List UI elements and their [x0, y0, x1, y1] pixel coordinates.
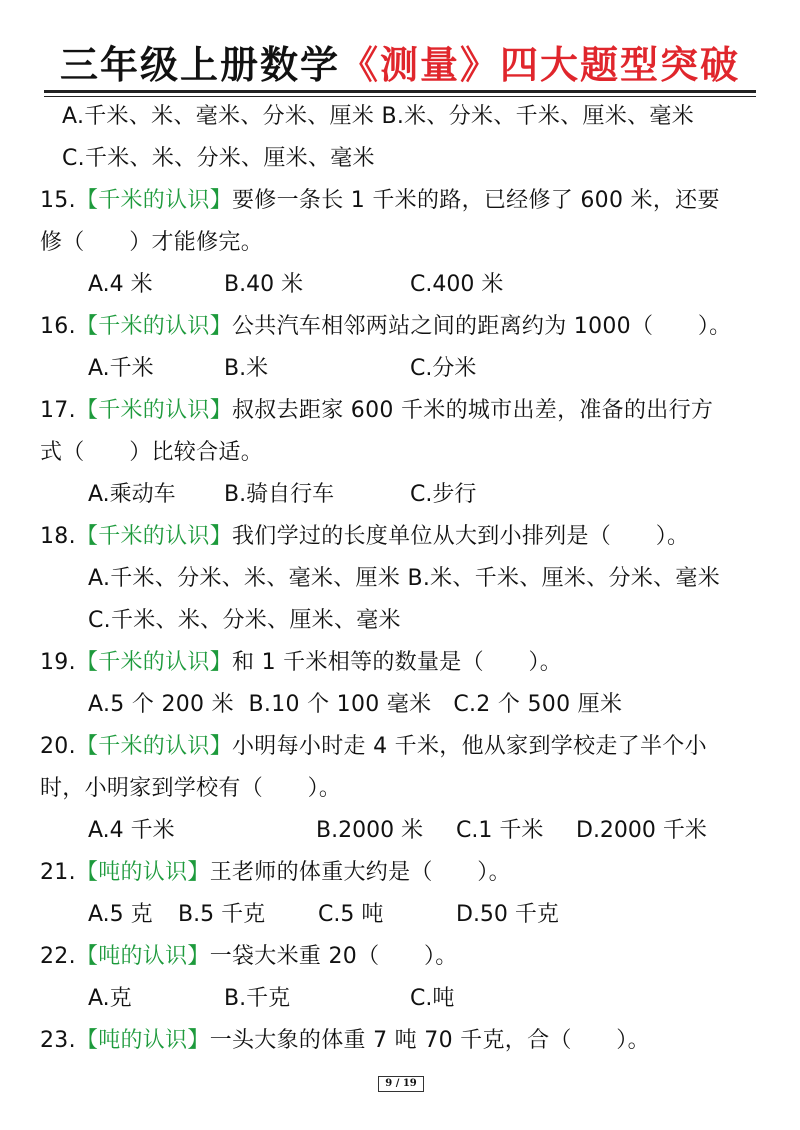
question-number: 17.	[40, 398, 76, 423]
title-main: 三年级上册数学	[59, 43, 340, 87]
option-d: D.50 千克	[456, 902, 559, 927]
topic-tag: 【千米的认识】	[75, 398, 232, 423]
question-text: 我们学过的长度单位从大到小排列是（ ）。	[232, 524, 690, 549]
topic-tag: 【千米的认识】	[75, 188, 232, 213]
title-underline-thin	[44, 96, 756, 97]
question-text: 王老师的体重大约是（ ）。	[209, 860, 511, 885]
question-18	[40, 522, 689, 552]
option-b: B.千克	[224, 986, 291, 1011]
question-text: 一袋大米重 20（ ）。	[209, 944, 458, 969]
option-b: B.2000 米	[316, 818, 424, 843]
question-text-cont: 时，小明家到学校有（ ）。	[40, 776, 342, 801]
question-text: 小明每小时走 4 千米，他从家到学校走了半个小	[232, 734, 707, 759]
question-17	[40, 396, 713, 426]
question-text: 一头大象的体重 7 吨 70 千克，合（ ）。	[209, 1028, 650, 1053]
question-number: 18.	[40, 524, 76, 549]
question-text-cont: 式（ ）比较合适。	[40, 440, 264, 465]
question-number: 23.	[40, 1028, 76, 1053]
question-text: 公共汽车相邻两站之间的距离约为 1000（ ）。	[232, 314, 732, 339]
option-b: B.5 千克	[178, 902, 266, 927]
option-line: A.千米、分米、米、毫米、厘米 B.米、千米、厘米、分米、毫米	[88, 566, 721, 591]
option-a: A.4 米	[88, 272, 153, 297]
question-text: 和 1 千米相等的数量是（ ）。	[232, 650, 563, 675]
option-a: A.克	[88, 986, 132, 1011]
option-line: C.千米、米、分米、厘米、毫米	[88, 608, 401, 633]
topic-tag: 【千米的认识】	[75, 314, 232, 339]
question-number: 19.	[40, 650, 76, 675]
option-a: A.4 千米	[88, 818, 175, 843]
question-number: 16.	[40, 314, 76, 339]
question-23	[40, 1026, 650, 1056]
option-c: C.步行	[410, 482, 477, 507]
option-c: C.吨	[410, 986, 455, 1011]
option-a: A.5 克	[88, 902, 153, 927]
question-number: 15.	[40, 188, 76, 213]
question-text: 要修一条长 1 千米的路，已经修了 600 米，还要	[232, 188, 720, 213]
topic-tag: 【吨的认识】	[75, 860, 210, 885]
option-c: C.1 千米	[456, 818, 544, 843]
option-a: A.千米	[88, 356, 154, 381]
option-c: C.分米	[410, 356, 477, 381]
option-a: A.乘动车	[88, 482, 176, 507]
question-text: 叔叔去距家 600 千米的城市出差，准备的出行方	[232, 398, 714, 423]
option-b: B.40 米	[224, 272, 304, 297]
option-d: D.2000 千米	[576, 818, 707, 843]
question-20	[40, 732, 707, 762]
continuation-option-line: C.千米、米、分米、厘米、毫米	[62, 146, 375, 171]
page-title	[0, 40, 800, 90]
option-b: B.骑自行车	[224, 482, 335, 507]
question-text-cont: 修（ ）才能修完。	[40, 230, 264, 255]
question-number: 21.	[40, 860, 76, 885]
question-19	[40, 648, 562, 678]
option-c: C.5 吨	[318, 902, 384, 927]
option-c: C.400 米	[410, 272, 504, 297]
question-21	[40, 858, 511, 888]
topic-tag: 【千米的认识】	[75, 734, 232, 759]
question-16	[40, 312, 731, 342]
title-highlight: 《测量》四大题型突破	[340, 43, 741, 87]
question-number: 20.	[40, 734, 76, 759]
question-number: 22.	[40, 944, 76, 969]
topic-tag: 【千米的认识】	[75, 650, 232, 675]
option-b: B.米	[224, 356, 269, 381]
question-15	[40, 186, 720, 216]
page-number: 9 / 19	[378, 1076, 424, 1092]
continuation-option-line: A.千米、米、毫米、分米、厘米 B.米、分米、千米、厘米、毫米	[62, 104, 695, 129]
topic-tag: 【千米的认识】	[75, 524, 232, 549]
question-22	[40, 942, 458, 972]
topic-tag: 【吨的认识】	[75, 944, 210, 969]
topic-tag: 【吨的认识】	[75, 1028, 210, 1053]
title-underline-thick	[44, 90, 756, 93]
option-line: A.5 个 200 米 B.10 个 100 毫米 C.2 个 500 厘米	[88, 692, 623, 717]
